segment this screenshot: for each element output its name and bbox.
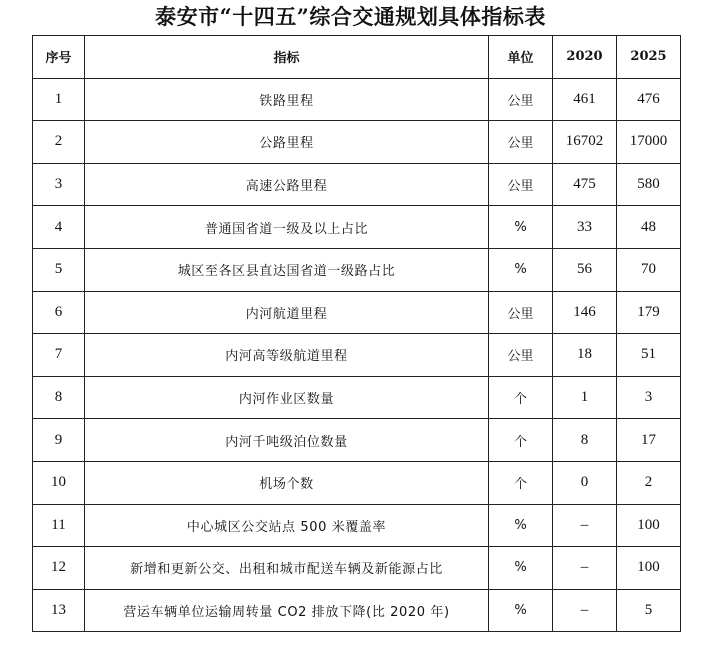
- cell-2020: 1: [553, 376, 617, 419]
- cell-indicator: 中心城区公交站点 500 米覆盖率: [85, 504, 489, 547]
- cell-2020: 33: [553, 206, 617, 249]
- table-row: [33, 78, 681, 121]
- table-row: [33, 504, 681, 547]
- page-title: 泰安市“十四五”综合交通规划具体指标表: [155, 4, 546, 29]
- cell-unit: 公里: [489, 121, 553, 164]
- header-row: [33, 36, 681, 79]
- cell-2025: 48: [617, 206, 681, 249]
- cell-2020: 8: [553, 419, 617, 462]
- cell-no: 12: [33, 547, 85, 590]
- cell-2020: 16702: [553, 121, 617, 164]
- cell-no: 11: [33, 504, 85, 547]
- cell-unit: 公里: [489, 78, 553, 121]
- cell-no: 8: [33, 376, 85, 419]
- table-row: [33, 419, 681, 462]
- header-unit: 单位: [489, 36, 553, 79]
- cell-2020: 56: [553, 248, 617, 291]
- cell-unit: 公里: [489, 291, 553, 334]
- cell-no: 3: [33, 163, 85, 206]
- cell-no: 9: [33, 419, 85, 462]
- cell-indicator: 内河千吨级泊位数量: [85, 419, 489, 462]
- cell-2020: –: [553, 589, 617, 632]
- cell-2025: 100: [617, 504, 681, 547]
- table-row: [33, 291, 681, 334]
- cell-indicator: 机场个数: [85, 461, 489, 504]
- header-2025: 2025: [617, 36, 681, 79]
- cell-no: 5: [33, 248, 85, 291]
- cell-indicator: 内河航道里程: [85, 291, 489, 334]
- cell-2025: 51: [617, 334, 681, 377]
- cell-2025: 5: [617, 589, 681, 632]
- cell-no: 4: [33, 206, 85, 249]
- header-no: 序号: [33, 36, 85, 79]
- cell-indicator: 内河作业区数量: [85, 376, 489, 419]
- table-row: [33, 248, 681, 291]
- cell-2020: –: [553, 547, 617, 590]
- cell-indicator: 城区至各区县直达国省道一级路占比: [85, 248, 489, 291]
- cell-indicator: 铁路里程: [85, 78, 489, 121]
- cell-2020: 475: [553, 163, 617, 206]
- cell-no: 13: [33, 589, 85, 632]
- cell-no: 1: [33, 78, 85, 121]
- indicator-table: [32, 35, 681, 632]
- cell-2025: 476: [617, 78, 681, 121]
- cell-no: 10: [33, 461, 85, 504]
- table-row: [33, 163, 681, 206]
- cell-no: 2: [33, 121, 85, 164]
- cell-indicator: 营运车辆单位运输周转量 CO2 排放下降(比 2020 年): [85, 589, 489, 632]
- cell-2025: 3: [617, 376, 681, 419]
- table-row: [33, 589, 681, 632]
- cell-2025: 179: [617, 291, 681, 334]
- cell-2025: 100: [617, 547, 681, 590]
- table-row: [33, 547, 681, 590]
- table-body: [33, 78, 681, 632]
- table-row: [33, 461, 681, 504]
- table-row: [33, 334, 681, 377]
- cell-2025: 580: [617, 163, 681, 206]
- cell-unit: %: [489, 589, 553, 632]
- cell-unit: %: [489, 206, 553, 249]
- cell-2025: 70: [617, 248, 681, 291]
- cell-2020: 461: [553, 78, 617, 121]
- header-indicator: 指标: [85, 36, 489, 79]
- cell-no: 6: [33, 291, 85, 334]
- cell-unit: 公里: [489, 163, 553, 206]
- cell-2025: 17000: [617, 121, 681, 164]
- cell-indicator: 新增和更新公交、出租和城市配送车辆及新能源占比: [85, 547, 489, 590]
- cell-unit: 公里: [489, 334, 553, 377]
- table-row: [33, 121, 681, 164]
- cell-indicator: 公路里程: [85, 121, 489, 164]
- table-row: [33, 376, 681, 419]
- cell-unit: 个: [489, 461, 553, 504]
- cell-2025: 2: [617, 461, 681, 504]
- cell-2020: 0: [553, 461, 617, 504]
- table-row: [33, 206, 681, 249]
- cell-unit: 个: [489, 376, 553, 419]
- cell-unit: %: [489, 504, 553, 547]
- cell-unit: %: [489, 248, 553, 291]
- cell-indicator: 内河高等级航道里程: [85, 334, 489, 377]
- cell-2020: –: [553, 504, 617, 547]
- cell-unit: %: [489, 547, 553, 590]
- cell-2020: 146: [553, 291, 617, 334]
- cell-unit: 个: [489, 419, 553, 462]
- cell-no: 7: [33, 334, 85, 377]
- cell-indicator: 高速公路里程: [85, 163, 489, 206]
- cell-indicator: 普通国省道一级及以上占比: [85, 206, 489, 249]
- header-2020: 2020: [553, 36, 617, 79]
- cell-2020: 18: [553, 334, 617, 377]
- cell-2025: 17: [617, 419, 681, 462]
